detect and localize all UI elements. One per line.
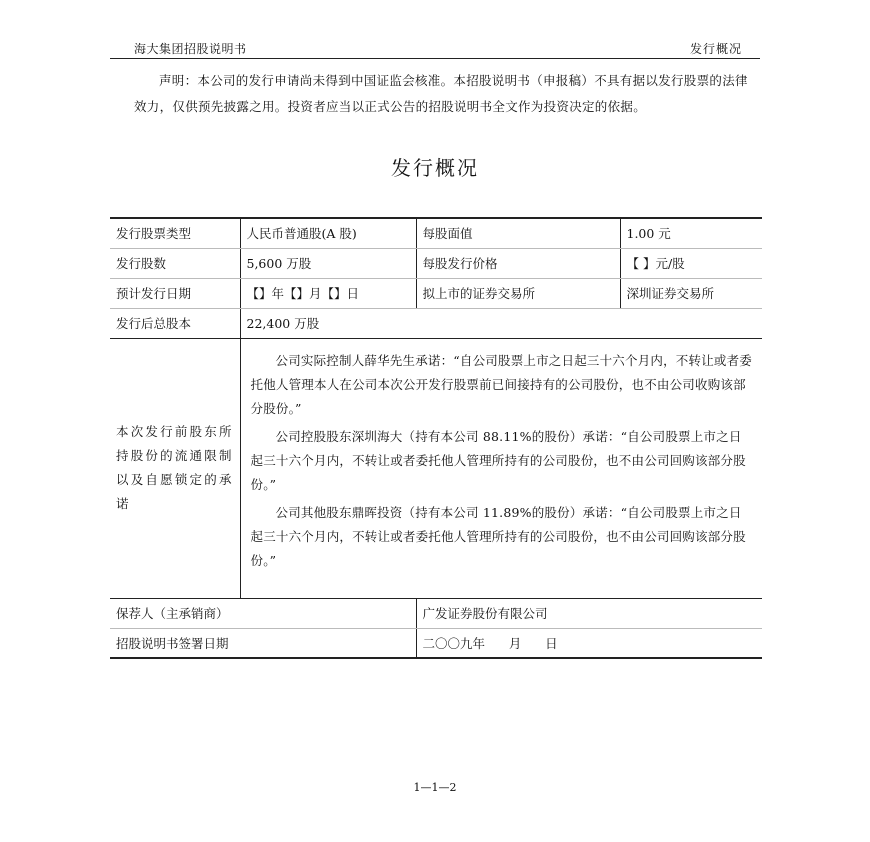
lock-up-commitments xyxy=(240,338,762,598)
page-number: 1—1—2 xyxy=(413,781,457,794)
offering-summary-table xyxy=(110,217,762,659)
signing-date-value: 二〇〇九年 月 日 xyxy=(416,628,762,658)
table-row xyxy=(110,338,762,598)
total-capital-value: 22,400 万股 xyxy=(240,308,762,338)
stock-type-value: 人民币普通股(A 股) xyxy=(240,218,416,248)
page-title: 发行概况 xyxy=(391,156,479,180)
shares-issued-label: 发行股数 xyxy=(110,248,240,278)
issue-price-value: 【 】元/股 xyxy=(620,248,762,278)
lock-up-label: 本次发行前股东所持股份的流通限制以及自愿锁定的承诺 xyxy=(110,338,240,598)
header-document-name: 海大集团招股说明书 xyxy=(134,42,247,56)
lock-up-paragraph: 公司实际控制人薛华先生承诺：“自公司股票上市之日起三十六个月内，不转让或者委托他人管理本人在公司本次公开发行股票前已间接持有的公司股份，也不由公司收购该部分股份。” xyxy=(250,352,752,416)
disclaimer-statement: 声明：本公司的发行申请尚未得到中国证监会核准。本招股说明书（申报稿）不具有据以发行股票的法律效力，仅供预先披露之用。投资者应当以正式公告的招股说明书全文作为投资决定的依据。 xyxy=(134,73,748,114)
table-row xyxy=(110,248,762,278)
table-row xyxy=(110,218,762,248)
header-section-name: 发行概况 xyxy=(689,42,742,56)
signing-date-label: 招股说明书签署日期 xyxy=(110,628,416,658)
lock-up-paragraph: 公司控股股东深圳海大（持有本公司 88.11%的股份）承诺：“自公司股票上市之日起三十六个月内，不转让或者委托他人管理所持有的公司股份，也不由公司回购该部分股份。” xyxy=(250,428,746,492)
table-row xyxy=(110,598,762,628)
sponsor-value: 广发证券股份有限公司 xyxy=(416,598,762,628)
stock-type-label: 发行股票类型 xyxy=(110,218,240,248)
issue-date-value: 【】年【】月【】日 xyxy=(240,278,416,308)
shares-issued-value: 5,600 万股 xyxy=(240,248,416,278)
issue-date-label: 预计发行日期 xyxy=(110,278,240,308)
sponsor-label: 保荐人（主承销商） xyxy=(110,598,416,628)
total-capital-label: 发行后总股本 xyxy=(110,308,240,338)
exchange-label: 拟上市的证券交易所 xyxy=(416,278,620,308)
issue-price-label: 每股发行价格 xyxy=(416,248,620,278)
par-value-value: 1.00 元 xyxy=(620,218,762,248)
exchange-value: 深圳证券交易所 xyxy=(620,278,762,308)
lock-up-paragraph: 公司其他股东鼎晖投资（持有本公司 11.89%的股份）承诺：“自公司股票上市之日起三十六个月内，不转让或者委托他人管理所持有的公司股份，也不由公司回购该部分股份。” xyxy=(250,504,746,568)
table-row xyxy=(110,628,762,658)
par-value-label: 每股面值 xyxy=(416,218,620,248)
table-row xyxy=(110,278,762,308)
header-rule xyxy=(110,58,760,59)
table-row xyxy=(110,308,762,338)
